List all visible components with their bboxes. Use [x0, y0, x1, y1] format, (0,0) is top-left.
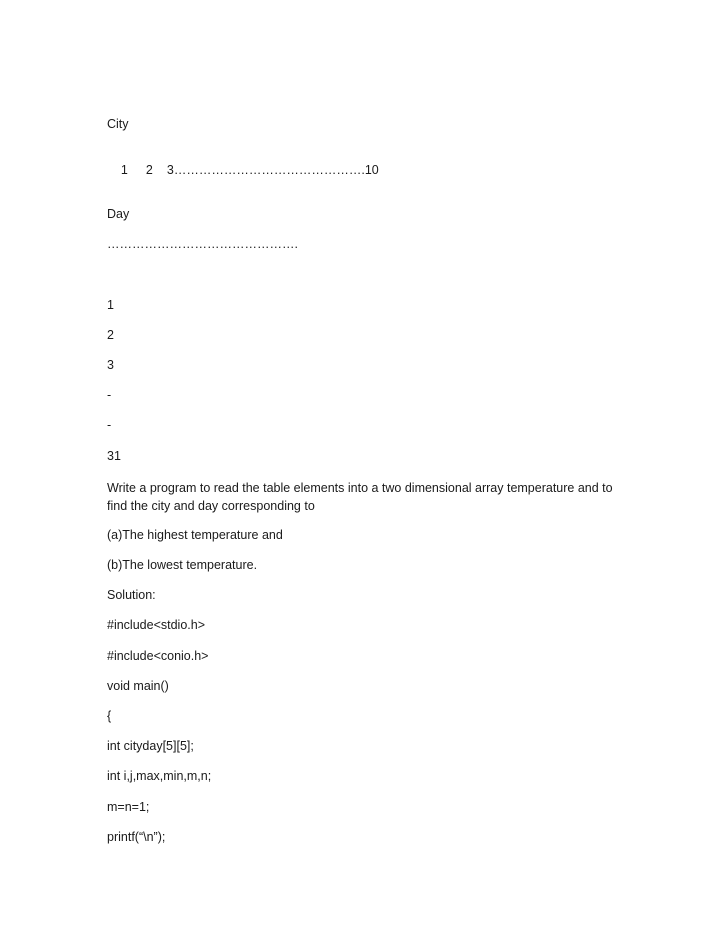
code-line: #include<conio.h> — [107, 649, 209, 663]
question-text: Write a program to read the table elements into a two dimensional array temperature and to find the city and day corresponding to — [107, 481, 613, 513]
city-col-range: 3……………………………………….10 — [166, 163, 379, 177]
day-row: - — [107, 388, 112, 402]
code-line: int i,j,max,min,m,n; — [107, 769, 212, 783]
day-row: 2 — [107, 328, 114, 342]
part-a: (a)The highest temperature and — [107, 528, 283, 542]
day-heading: Day — [107, 207, 130, 221]
city-columns — [107, 146, 379, 194]
solution-label: Solution: — [107, 588, 156, 602]
code-line: #include<stdio.h> — [107, 618, 205, 632]
code-line: m=n=1; — [107, 800, 150, 814]
code-line: int cityday[5][5]; — [107, 739, 194, 753]
part-b: (b)The lowest temperature. — [107, 558, 258, 572]
city-col-2: 2 — [145, 163, 153, 177]
day-row: - — [107, 418, 112, 432]
day-row: 31 — [107, 449, 121, 463]
city-heading: City — [107, 117, 129, 131]
day-row: 1 — [107, 298, 114, 312]
code-line: void main() — [107, 679, 169, 693]
code-line: { — [107, 709, 112, 723]
day-row: 3 — [107, 358, 114, 372]
city-col-1: 1 — [120, 163, 128, 177]
day-dots: ………………………………………. — [107, 237, 298, 251]
code-line: printf(“\n”); — [107, 830, 166, 844]
